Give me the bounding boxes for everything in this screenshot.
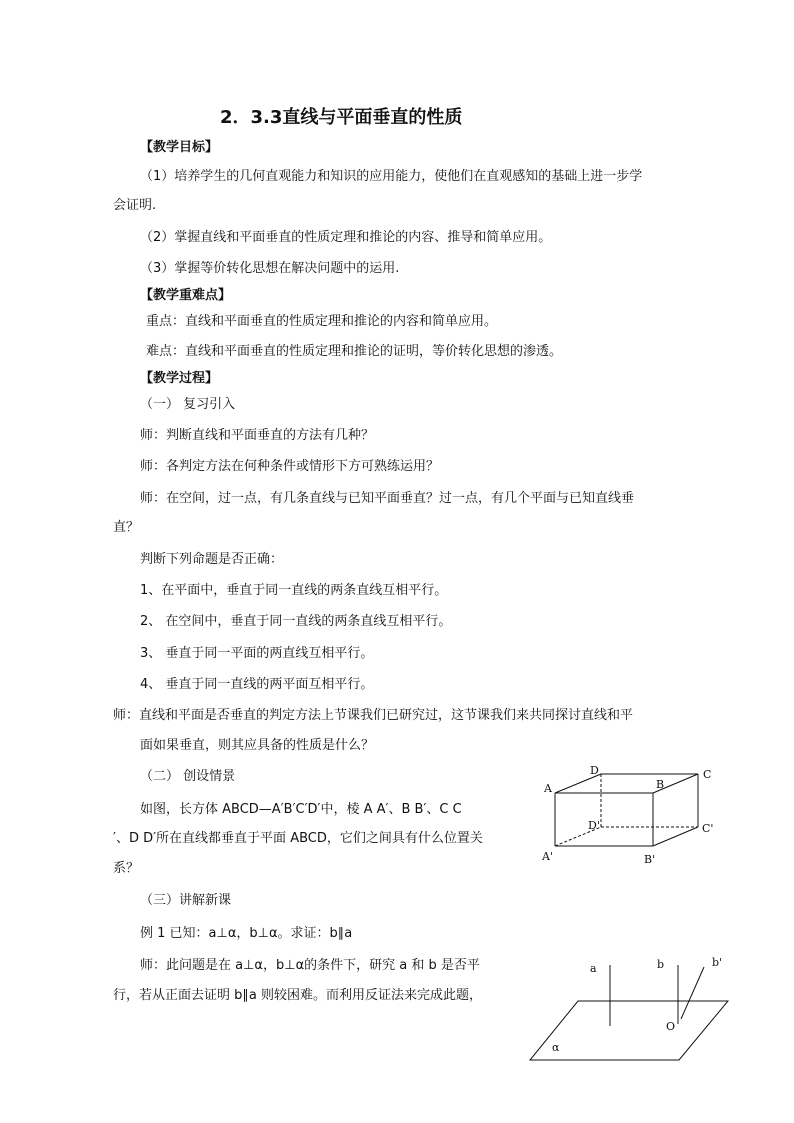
teacher-line-1: 师：此问题是在 a⊥α，b⊥α的条件下，研究 a 和 b 是否平 <box>140 958 480 973</box>
judge-item-4: 4、 垂直于同一直线的两平面互相平行。 <box>140 677 374 692</box>
scene-line-2: ′、D D′所在直线都垂直于平面 ABCD，它们之间具有什么位置关 <box>113 831 483 846</box>
goals-heading: 【教学目标】 <box>140 140 219 155</box>
label-b1: B' <box>644 853 656 866</box>
goal-line-1-cont: 会证明. <box>113 198 157 213</box>
keypoint-important: 重点：直线和平面垂直的性质定理和推论的内容和简单应用。 <box>146 314 498 329</box>
line-b-prime <box>681 967 704 1019</box>
scene-line-1: 如图，长方体 ABCD—A′B′C′D′中，棱 A A′、B B′、C C <box>140 802 462 817</box>
label-line-b: b <box>657 958 665 971</box>
goal-line-3: （3）掌握等价转化思想在解决问题中的运用. <box>140 261 400 276</box>
question-3-cont: 直？ <box>113 520 140 535</box>
keypoint-difficult: 难点：直线和平面垂直的性质定理和推论的证明，等价转化思想的渗透。 <box>146 344 563 359</box>
label-c: C <box>703 768 712 781</box>
part3-heading: （三）讲解新课 <box>140 893 232 908</box>
teacher-line-2: 行，若从正面去证明 b∥a 则较困难。而利用反证法来完成此题， <box>113 988 482 1003</box>
judge-item-1: 1、在平面中，垂直于同一直线的两条直线互相平行。 <box>140 583 448 598</box>
label-point-o: O <box>666 1020 676 1033</box>
label-d1: D' <box>588 819 600 832</box>
judge-item-2: 2、 在空间中，垂直于同一直线的两条直线互相平行。 <box>140 614 452 629</box>
transition-line-1: 师：直线和平面是否垂直的判定方法上节课我们已研究过，这节课我们来共同探讨直线和平 <box>113 708 634 723</box>
label-c1: C' <box>702 822 714 835</box>
judge-intro: 判断下列命题是否正确： <box>140 552 284 567</box>
label-line-a: a <box>590 962 597 975</box>
part2-heading: （二） 创设情景 <box>140 769 236 784</box>
goal-line-1: （1）培养学生的几何直观能力和知识的应用能力，使他们在直观感知的基础上进一步学 <box>140 169 643 184</box>
question-1: 师：判断直线和平面垂直的方法有几种？ <box>140 428 375 443</box>
transition-line-2: 面如果垂直，则其应具备的性质是什么？ <box>140 738 375 753</box>
label-d: D <box>590 764 599 777</box>
keypoints-heading: 【教学重难点】 <box>140 288 232 303</box>
edge-b1c1 <box>653 827 698 846</box>
question-2: 师：各判定方法在何种条件或情形下方可熟练运用？ <box>140 459 440 474</box>
label-a1: A' <box>542 850 553 863</box>
goal-line-2: （2）掌握直线和平面垂直的性质定理和推论的内容、推导和简单应用。 <box>140 230 552 245</box>
label-b: B <box>656 778 665 791</box>
label-plane-alpha: α <box>552 1041 560 1054</box>
example-1: 例 1 已知：a⊥α，b⊥α。求证：b∥a <box>140 926 353 941</box>
cuboid-figure <box>540 762 725 872</box>
part1-heading: （一） 复习引入 <box>140 397 236 412</box>
label-a: A <box>544 782 552 795</box>
process-heading: 【教学过程】 <box>140 371 219 386</box>
label-line-b-prime: b' <box>712 956 723 969</box>
judge-item-3: 3、 垂直于同一平面的两直线互相平行。 <box>140 646 374 661</box>
page-title: 2．3.3直线与平面垂直的性质 <box>220 107 463 128</box>
scene-line-3: 系？ <box>113 861 140 876</box>
plane-alpha <box>530 1001 728 1060</box>
question-3: 师：在空间，过一点，有几条直线与已知平面垂直？过一点，有几个平面与已知直线垂 <box>140 491 635 506</box>
plane-lines-figure <box>520 950 740 1065</box>
